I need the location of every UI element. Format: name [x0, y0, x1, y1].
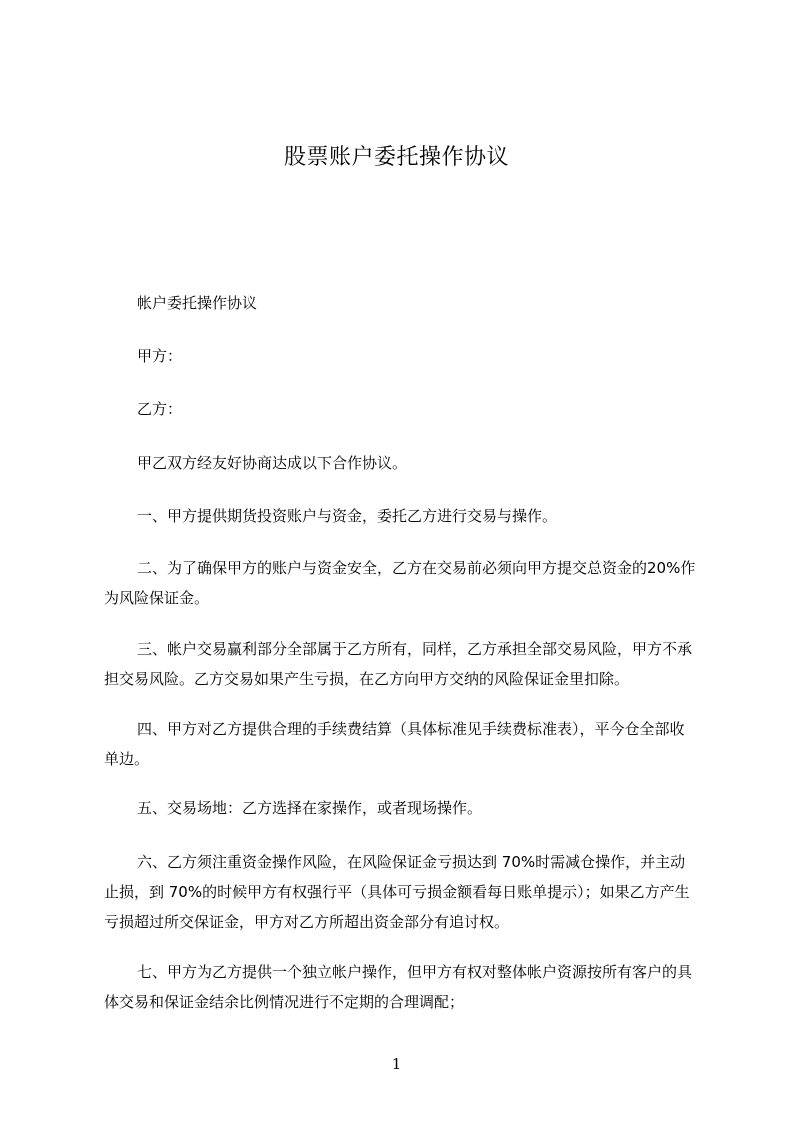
- paragraph-clause-6: 六、乙方须注重资金操作风险，在风险保证金亏损达到 70%时需减仓操作，并主动止损，到 70%的时候甲方有权强行平（具体可亏损金额看每日账单提示）；如果乙方产生亏损超过所交保证金，甲方对乙方所超出资金部分有追讨权。: [104, 853, 690, 931]
- paragraph-subtitle: 帐户委托操作协议: [137, 294, 258, 312]
- paragraph-clause-3: 三、帐户交易赢利部分全部属于乙方所有，同样，乙方承担全部交易风险，甲方不承担交易风险。乙方交易如果产生亏损，在乙方向甲方交纳的风险保证金里扣除。: [104, 640, 693, 688]
- paragraph-clause-7: 七、甲方为乙方提供一个独立帐户操作，但甲方有权对整体帐户资源按所有客户的具体交易和保证金结余比例情况进行不定期的合理调配；: [104, 963, 693, 1011]
- document-title: 股票账户委托操作协议: [283, 145, 509, 170]
- paragraph-clause-2: 二、为了确保甲方的账户与资金安全，乙方在交易前必须向甲方提交总资金的20%作为风险保证金。: [104, 559, 696, 607]
- paragraph-clause-1: 一、甲方提供期货投资账户与资金，委托乙方进行交易与操作。: [137, 507, 558, 525]
- paragraph-clause-4: 四、甲方对乙方提供合理的手续费结算（具体标准见手续费标准表），平今仓全部收单边。: [104, 720, 685, 768]
- paragraph-intro: 甲乙双方经友好协商达成以下合作协议。: [137, 454, 408, 472]
- paragraph-party-a: 甲方：: [137, 347, 183, 365]
- paragraph-party-b: 乙方：: [137, 400, 183, 418]
- page-number: 1: [391, 1055, 402, 1073]
- paragraph-clause-5: 五、交易场地：乙方选择在家操作，或者现场操作。: [137, 799, 483, 817]
